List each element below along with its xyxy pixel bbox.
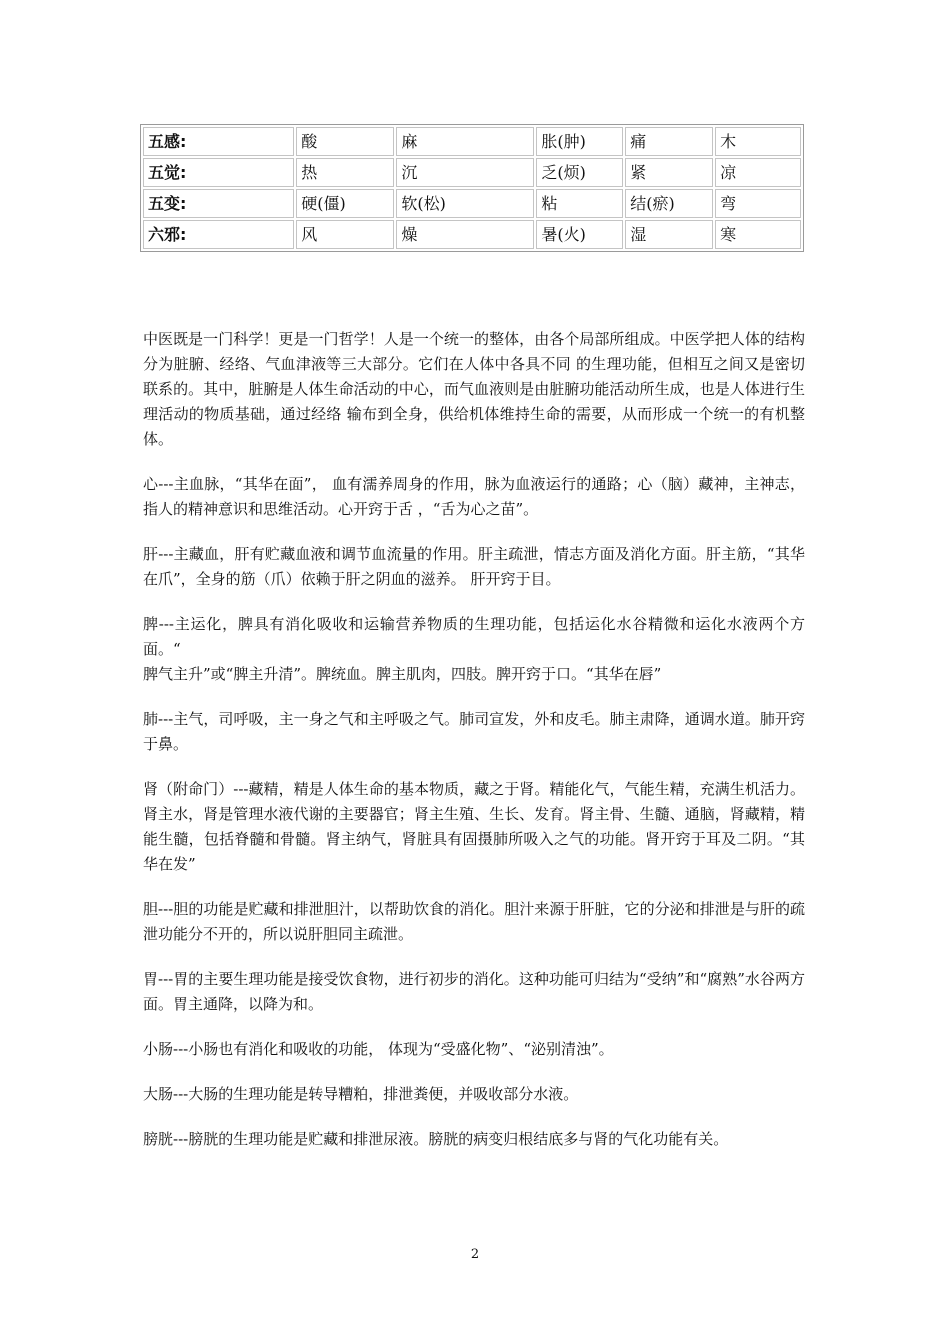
table-cell: 风 [296,220,394,249]
table-cell: 粘 [536,189,623,218]
body-text [143,327,805,1172]
table-cell: 暑(火) [536,220,623,249]
table-row [143,220,801,249]
table-cell: 湿 [625,220,713,249]
table-cell: 紧 [625,158,713,187]
heart-paragraph: 心---主血脉，“其华在面”， 血有濡养周身的作用，脉为血液运行的通路；心（脑）藏神，主神志，指人的精神意识和思维活动。心开窍于舌 ，“舌为心之苗”。 [143,475,805,518]
table-cell: 热 [296,158,394,187]
table-row [143,158,801,187]
five-senses-table [140,124,804,252]
intro-paragraph: 中医既是一门科学！更是一门哲学！人是一个统一的整体，由各个局部所组成。中医学把人体的结构分为脏腑、经络、气血津液等三大部分。它们在人体中各具不同 的生理功能，但相互之间又是密切联系的。其中，脏腑是人体生命活动的中心，而气血液则是由脏腑功能活动所生成，也是人体进行生理活动的物质基础，通过经络 输布到全身，供给机体维持生命的需要，从而形成一个统一的有机整体。 [143,330,805,448]
table-cell: 寒 [715,220,801,249]
table-cell: 弯 [715,189,801,218]
liver-paragraph: 肝---主藏血，肝有贮藏血液和调节血流量的作用。肝主疏泄，情志方面及消化方面。肝主筋，“其华在爪”，全身的筋（爪）依赖于肝之阴血的滋养。 肝开窍于目。 [143,545,805,588]
table-cell: 胀(肿) [536,127,623,156]
spleen-paragraph-continued: 脾气主升”或“脾主升清”。脾统血。脾主肌肉，四肢。脾开窍于口。“其华在唇” [143,665,662,683]
table-cell: 硬(僵) [296,189,394,218]
bladder-paragraph: 膀胱---膀胱的生理功能是贮藏和排泄尿液。膀胱的病变归根结底多与肾的气化功能有关。 [143,1130,729,1148]
table-cell: 软(松) [396,189,534,218]
row-label: 五感: [143,127,294,156]
row-label: 六邪: [143,220,294,249]
spleen-paragraph: 脾---主运化，脾具有消化吸收和运输营养物质的生理功能，包括运化水谷精微和运化水液两个方面。“ [143,615,805,658]
table-cell: 燥 [396,220,534,249]
gallbladder-paragraph: 胆---胆的功能是贮藏和排泄胆汁，以帮助饮食的消化。胆汁来源于肝脏，它的分泌和排泄是与肝的疏泄功能分不开的，所以说肝胆同主疏泄。 [143,900,805,943]
table-cell: 麻 [396,127,534,156]
table-cell: 沉 [396,158,534,187]
table-cell: 乏(烦) [536,158,623,187]
row-label: 五变: [143,189,294,218]
large-intestine-paragraph: 大肠---大肠的生理功能是转导糟粕，排泄粪便，并吸收部分水液。 [143,1085,579,1103]
table-row [143,189,801,218]
table-cell: 凉 [715,158,801,187]
row-label: 五觉: [143,158,294,187]
table-cell: 木 [715,127,801,156]
stomach-paragraph: 胃---胃的主要生理功能是接受饮食物，进行初步的消化。这种功能可归结为“受纳”和“腐熟”水谷两方面。胃主通降，以降为和。 [143,970,805,1013]
table-cell: 结(瘀) [625,189,713,218]
page-number: 2 [470,1247,480,1262]
lung-paragraph: 肺---主气，司呼吸，主一身之气和主呼吸之气。肺司宣发，外和皮毛。肺主肃降，通调水道。肺开窍于鼻。 [143,710,805,753]
table-cell: 痛 [625,127,713,156]
small-intestine-paragraph: 小肠---小肠也有消化和吸收的功能， 体现为“受盛化物”、“泌别清浊”。 [143,1040,614,1058]
kidney-paragraph: 肾（附命门）---藏精，精是人体生命的基本物质，藏之于肾。精能化气，气能生精，充满生机活力。肾主水，肾是管理水液代谢的主要器官；肾主生殖、生长、发育。肾主骨、生髓、通脑，肾藏精，精能生髓，包括脊髓和骨髓。肾主纳气，肾脏具有固摄肺所吸入之气的功能。肾开窍于耳及二阴。“其华在发” [143,780,805,873]
table-cell: 酸 [296,127,394,156]
table-row [143,127,801,156]
